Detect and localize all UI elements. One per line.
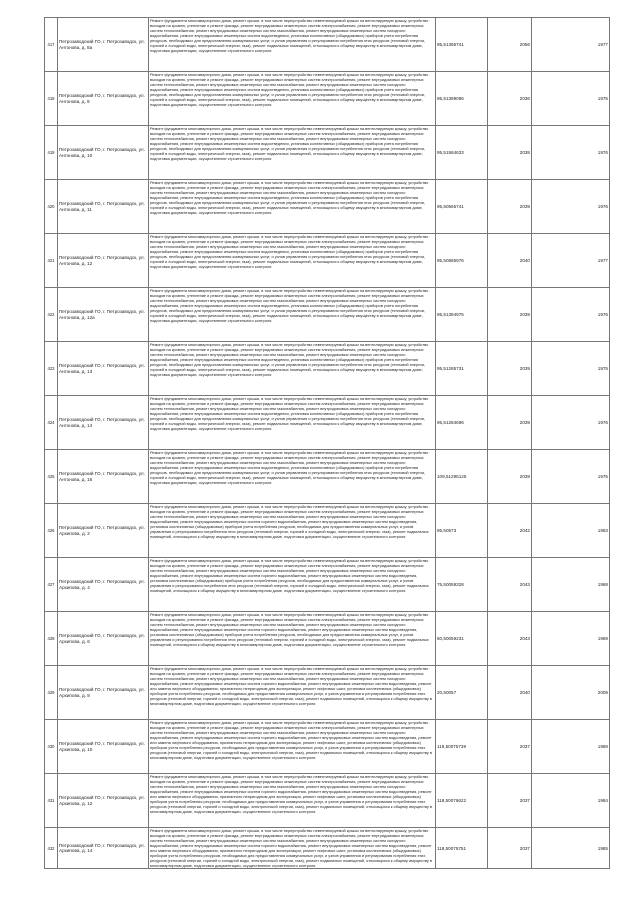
value-cell: 109,51295125 [436,450,488,504]
works-cell [149,180,436,234]
row-number: 421 [45,234,58,288]
value-cell: 95,51399095 [436,72,488,126]
value-cell: 95,51584633 [436,126,488,180]
address-cell: Петрозаводский ГО, г. Петрозаводск, ул. Архипова, д. 4 [58,558,149,612]
address-cell: Петрозаводский ГО, г. Петрозаводск, ул. Антонова, д. 11 [58,180,149,234]
value-cell: 95,51394975 [436,288,488,342]
works-cell [149,558,436,612]
build-year-cell: 1976 [532,288,610,342]
value-cell: 95,50565741 [436,180,488,234]
works-cell [149,72,436,126]
address-cell: Петрозаводский ГО, г. Петрозаводск, ул. Антонова, д. 8а [58,18,149,72]
works-cell [149,828,436,869]
row-number: 424 [45,396,58,450]
works-text: Ремонт фундамента многоквартирного дома, ремонт крыши, в том числе переустройство невентилируемой крыши на вентилируемую крышу, устройство выходов на кровлю, утепление и ремонт фасада, ремонт внутридомовых инженерных систем электроснабжения, ремонт внутридомовых инженерных систем теплоснабжения, ремонт внутридомовых инженерных систем газоснабжения, ремонт внутридомовых инженерных систем холодного водоснабжения, ремонт внутридомовых инженерных систем водоотведения, установка коллективных (общедомовых) приборов учета потребления ресурсов, необходимых для предоставления коммунальных услуг, и узлов управления и регулирования потребления этих ресурсов (тепловой энергии, горячей и холодной воды, электрической энергии, газа), ремонт подвальных помещений, относящихся к общему имуществу в многоквартирном доме, подготовка документации, осуществление строительного контроля [150,18,429,54]
planned-year-cell: 2039 [488,450,532,504]
build-year-cell: 1963 [532,504,610,558]
address-cell: Петрозаводский ГО, г. Петрозаводск, ул. Антонова, д. 16 [58,450,149,504]
build-year-cell: 1976 [532,126,610,180]
value-cell: 95,51395741 [436,18,488,72]
planned-year-cell: 2039 [488,342,532,396]
build-year-cell: 1975 [532,72,610,126]
value-cell: 118,50075739 [436,720,488,774]
planned-year-cell: 2043 [488,612,532,666]
build-year-cell: 1984 [532,774,610,828]
table-body [45,18,610,869]
value-cell: 95,50685976 [436,234,488,288]
row-number: 432 [45,828,58,869]
row-number: 429 [45,666,58,720]
works-cell [149,450,436,504]
works-text: Ремонт фундамента многоквартирного дома, ремонт крыши, в том числе переустройство невентилируемой крыши на вентилируемую крышу, устройство выходов на кровлю, утепление и ремонт фасада, ремонт внутридомовых инженерных систем электроснабжения, ремонт внутридомовых инженерных систем теплоснабжения, ремонт внутридомовых инженерных систем газоснабжения, ремонт внутридомовых инженерных систем холодного водоснабжения, ремонт внутридомовых инженерных систем водоотведения, установка коллективных (общедомовых) приборов учета потребления ресурсов, необходимых для предоставления коммунальных услуг, и узлов управления и регулирования потребления этих ресурсов (тепловой энергии, горячей и холодной воды, электрической энергии, газа), ремонт подвальных помещений, относящихся к общему имуществу в многоквартирном доме, подготовка документации, осуществление строительного контроля [150,342,429,378]
address-cell: Петрозаводский ГО, г. Петрозаводск, ул. Антонова, д. 12 [58,234,149,288]
works-cell [149,666,436,720]
address-cell: Петрозаводский ГО, г. Петрозаводск, ул. Архипова, д. 10 [58,720,149,774]
works-cell [149,774,436,828]
address-cell: Петрозаводский ГО, г. Петрозаводск, ул. Антонова, д. 14 [58,396,149,450]
works-cell [149,720,436,774]
planned-year-cell: 2037 [488,828,532,869]
works-text: Ремонт фундамента многоквартирного дома, ремонт крыши, в том числе переустройство невентилируемой крыши на вентилируемую крышу, устройство выходов на кровлю, утепление и ремонт фасада, ремонт внутридомовых инженерных систем электроснабжения, ремонт внутридомовых инженерных систем теплоснабжения, ремонт внутридомовых инженерных систем газоснабжения, ремонт внутридомовых инженерных систем холодного водоснабжения, ремонт внутридомовых инженерных систем водоотведения, установка коллективных (общедомовых) приборов учета потребления ресурсов, необходимых для предоставления коммунальных услуг, и узлов управления и регулирования потребления этих ресурсов (тепловой энергии, горячей и холодной воды, электрической энергии, газа), ремонт подвальных помещений, относящихся к общему имуществу в многоквартирном доме, подготовка документации, осуществление строительного контроля [150,396,429,432]
table-row [45,720,610,774]
row-number: 417 [45,18,58,72]
build-year-cell: 1976 [532,180,610,234]
planned-year-cell: 2037 [488,720,532,774]
build-year-cell: 1968 [532,558,610,612]
build-year-cell: 1985 [532,828,610,869]
build-year-cell: 1977 [532,18,610,72]
works-text: Ремонт фундамента многоквартирного дома, ремонт крыши, в том числе переустройство невентилируемой крыши на вентилируемую крышу, устройство выходов на кровлю, утепление и ремонт фасада, ремонт внутридомовых инженерных систем электроснабжения, ремонт внутридомовых инженерных систем теплоснабжения, ремонт внутридомовых инженерных систем газоснабжения, ремонт внутридомовых инженерных систем холодного водоснабжения, ремонт внутридомовых инженерных систем горячего водоснабжения, ремонт внутридомовых инженерных систем водоотведения, ремонт или замена лифтового оборудования, признанного непригодным для эксплуатации, ремонт лифтовых шахт, установка коллективных (общедомовых) приборов учета потребления ресурсов, необходимых для предоставления коммунальных услуг, и узлов управления и регулирования потребления этих ресурсов (тепловой энергии, горячей и холодной воды, электрической энергии, газа), ремонт подвальных помещений, относящихся к общему имуществу в многоквартирном доме, подготовка документации, осуществление строительного контроля [150,720,432,761]
table-row [45,288,610,342]
planned-year-cell: 2042 [488,504,532,558]
works-cell [149,612,436,666]
works-text: Ремонт фундамента многоквартирного дома, ремонт крыши, в том числе переустройство невентилируемой крыши на вентилируемую крышу, устройство выходов на кровлю, утепление и ремонт фасада, ремонт внутридомовых инженерных систем электроснабжения, ремонт внутридомовых инженерных систем теплоснабжения, ремонт внутридомовых инженерных систем газоснабжения, ремонт внутридомовых инженерных систем холодного водоснабжения, ремонт внутридомовых инженерных систем горячего водоснабжения, ремонт внутридомовых инженерных систем водоотведения, ремонт или замена лифтового оборудования, признанного непригодным для эксплуатации, ремонт лифтовых шахт, установка коллективных (общедомовых) приборов учета потребления ресурсов, необходимых для предоставления коммунальных услуг, и узлов управления и регулирования потребления этих ресурсов (тепловой энергии, горячей и холодной воды, электрической энергии, газа), ремонт подвальных помещений, относящихся к общему имуществу в многоквартирном доме, подготовка документации, осуществление строительного контроля [150,774,432,815]
works-cell [149,288,436,342]
address-cell: Петрозаводский ГО, г. Петрозаводск, ул. Архипова, д. 6 [58,612,149,666]
row-number: 427 [45,558,58,612]
works-text: Ремонт фундамента многоквартирного дома, ремонт крыши, в том числе переустройство невентилируемой крыши на вентилируемую крышу, устройство выходов на кровлю, утепление и ремонт фасада, ремонт внутридомовых инженерных систем электроснабжения, ремонт внутридомовых инженерных систем теплоснабжения, ремонт внутридомовых инженерных систем газоснабжения, ремонт внутридомовых инженерных систем холодного водоснабжения, ремонт внутридомовых инженерных систем водоотведения, установка коллективных (общедомовых) приборов учета потребления ресурсов, необходимых для предоставления коммунальных услуг, и узлов управления и регулирования потребления этих ресурсов (тепловой энергии, горячей и холодной воды, электрической энергии, газа), ремонт подвальных помещений, относящихся к общему имуществу в многоквартирном доме, подготовка документации, осуществление строительного контроля [150,180,429,216]
planned-year-cell: 2036 [488,72,532,126]
works-text: Ремонт фундамента многоквартирного дома, ремонт крыши, в том числе переустройство невентилируемой крыши на вентилируемую крышу, устройство выходов на кровлю, утепление и ремонт фасада, ремонт внутридомовых инженерных систем электроснабжения, ремонт внутридомовых инженерных систем теплоснабжения, ремонт внутридомовых инженерных систем газоснабжения, ремонт внутридомовых инженерных систем холодного водоснабжения, ремонт внутридомовых инженерных систем горячего водоснабжения, ремонт внутридомовых инженерных систем водоотведения, установка коллективных (общедомовых) приборов учета потребления ресурсов, необходимых для предоставления коммунальных услуг, и узлов управления и регулирования потребления этих ресурсов (тепловой энергии, горячей и холодной воды, электрической энергии, газа), ремонт подвальных помещений, относящихся к общему имуществу в многоквартирном доме, подготовка документации, осуществление строительного контроля [150,504,429,540]
value-cell: 50,50059231 [436,612,488,666]
row-number: 431 [45,774,58,828]
value-cell: 118,50076622 [436,774,488,828]
address-cell: Петрозаводский ГО, г. Петрозаводск, ул. Антонова, д. 10 [58,126,149,180]
table-row [45,828,610,869]
value-cell: 118,50075751 [436,828,488,869]
row-number: 422 [45,288,58,342]
address-cell: Петрозаводский ГО, г. Петрозаводск, ул. Архипова, д. 2 [58,504,149,558]
row-number: 420 [45,180,58,234]
build-year-cell: 1988 [532,720,610,774]
value-cell: 95,51285731 [436,342,488,396]
table-row [45,558,610,612]
address-cell: Петрозаводский ГО, г. Петрозаводск, ул. Антонова, д. 12а [58,288,149,342]
works-cell [149,234,436,288]
planned-year-cell: 2037 [488,774,532,828]
planned-year-cell: 2056 [488,18,532,72]
value-cell: 95,51284696 [436,396,488,450]
table-row [45,72,610,126]
table-row [45,126,610,180]
row-number: 426 [45,504,58,558]
planned-year-cell: 2039 [488,180,532,234]
works-text: Ремонт фундамента многоквартирного дома, ремонт крыши, в том числе переустройство невентилируемой крыши на вентилируемую крышу, устройство выходов на кровлю, утепление и ремонт фасада, ремонт внутридомовых инженерных систем электроснабжения, ремонт внутридомовых инженерных систем теплоснабжения, ремонт внутридомовых инженерных систем газоснабжения, ремонт внутридомовых инженерных систем холодного водоснабжения, ремонт внутридомовых инженерных систем горячего водоснабжения, ремонт внутридомовых инженерных систем водоотведения, установка коллективных (общедомовых) приборов учета потребления ресурсов, необходимых для предоставления коммунальных услуг, и узлов управления и регулирования потребления этих ресурсов (тепловой энергии, горячей и холодной воды, электрической энергии, газа), ремонт подвальных помещений, относящихся к общему имуществу в многоквартирном доме, подготовка документации, осуществление строительного контроля [150,612,429,648]
planned-year-cell: 2040 [488,234,532,288]
row-number: 418 [45,72,58,126]
value-cell: 20,50057 [436,666,488,720]
table-row [45,342,610,396]
planned-year-cell: 2043 [488,558,532,612]
address-cell: Петрозаводский ГО, г. Петрозаводск, ул. Архипова, д. 14 [58,828,149,869]
planned-year-cell: 2038 [488,126,532,180]
repair-program-table [44,17,610,869]
table-row [45,774,610,828]
row-number: 428 [45,612,58,666]
build-year-cell: 2009 [532,666,610,720]
works-text: Ремонт фундамента многоквартирного дома, ремонт крыши, в том числе переустройство невентилируемой крыши на вентилируемую крышу, устройство выходов на кровлю, утепление и ремонт фасада, ремонт внутридомовых инженерных систем электроснабжения, ремонт внутридомовых инженерных систем теплоснабжения, ремонт внутридомовых инженерных систем газоснабжения, ремонт внутридомовых инженерных систем холодного водоснабжения, ремонт внутридомовых инженерных систем водоотведения, установка коллективных (общедомовых) приборов учета потребления ресурсов, необходимых для предоставления коммунальных услуг, и узлов управления и регулирования потребления этих ресурсов (тепловой энергии, горячей и холодной воды, электрической энергии, газа), ремонт подвальных помещений, относящихся к общему имуществу в многоквартирном доме, подготовка документации, осуществление строительного контроля [150,288,429,324]
build-year-cell: 1975 [532,450,610,504]
value-cell: 95,50573 [436,504,488,558]
table-row [45,450,610,504]
table-row [45,180,610,234]
planned-year-cell: 2040 [488,666,532,720]
address-cell: Петрозаводский ГО, г. Петрозаводск, ул. Антонова, д. 13 [58,342,149,396]
works-text: Ремонт фундамента многоквартирного дома, ремонт крыши, в том числе переустройство невентилируемой крыши на вентилируемую крышу, устройство выходов на кровлю, утепление и ремонт фасада, ремонт внутридомовых инженерных систем электроснабжения, ремонт внутридомовых инженерных систем теплоснабжения, ремонт внутридомовых инженерных систем газоснабжения, ремонт внутридомовых инженерных систем холодного водоснабжения, ремонт внутридомовых инженерных систем горячего водоснабжения, ремонт внутридомовых инженерных систем водоотведения, ремонт или замена лифтового оборудования, признанного непригодным для эксплуатации, ремонт лифтовых шахт, установка коллективных (общедомовых) приборов учета потребления ресурсов, необходимых для предоставления коммунальных услуг, и узлов управления и регулирования потребления этих ресурсов (тепловой энергии, горячей и холодной воды, электрической энергии, газа), ремонт подвальных помещений, относящихся к общему имуществу в многоквартирном доме, подготовка документации, осуществление строительного контроля [150,666,432,707]
works-text: Ремонт фундамента многоквартирного дома, ремонт крыши, в том числе переустройство невентилируемой крыши на вентилируемую крышу, устройство выходов на кровлю, утепление и ремонт фасада, ремонт внутридомовых инженерных систем электроснабжения, ремонт внутридомовых инженерных систем теплоснабжения, ремонт внутридомовых инженерных систем газоснабжения, ремонт внутридомовых инженерных систем холодного водоснабжения, ремонт внутридомовых инженерных систем водоотведения, установка коллективных (общедомовых) приборов учета потребления ресурсов, необходимых для предоставления коммунальных услуг, и узлов управления и регулирования потребления этих ресурсов (тепловой энергии, горячей и холодной воды, электрической энергии, газа), ремонт подвальных помещений, относящихся к общему имуществу в многоквартирном доме, подготовка документации, осуществление строительного контроля [150,72,429,108]
address-cell: Петрозаводский ГО, г. Петрозаводск, ул. Архипова, д. 12 [58,774,149,828]
table-row [45,504,610,558]
build-year-cell: 1969 [532,612,610,666]
planned-year-cell: 2039 [488,396,532,450]
works-text: Ремонт фундамента многоквартирного дома, ремонт крыши, в том числе переустройство невентилируемой крыши на вентилируемую крышу, устройство выходов на кровлю, утепление и ремонт фасада, ремонт внутридомовых инженерных систем электроснабжения, ремонт внутридомовых инженерных систем теплоснабжения, ремонт внутридомовых инженерных систем газоснабжения, ремонт внутридомовых инженерных систем холодного водоснабжения, ремонт внутридомовых инженерных систем водоотведения, установка коллективных (общедомовых) приборов учета потребления ресурсов, необходимых для предоставления коммунальных услуг, и узлов управления и регулирования потребления этих ресурсов (тепловой энергии, горячей и холодной воды, электрической энергии, газа), ремонт подвальных помещений, относящихся к общему имуществу в многоквартирном доме, подготовка документации, осуществление строительного контроля [150,234,429,270]
table-row [45,666,610,720]
value-cell: 75,50059328 [436,558,488,612]
table-row [45,612,610,666]
build-year-cell: 1975 [532,342,610,396]
works-text: Ремонт фундамента многоквартирного дома, ремонт крыши, в том числе переустройство невентилируемой крыши на вентилируемую крышу, устройство выходов на кровлю, утепление и ремонт фасада, ремонт внутридомовых инженерных систем электроснабжения, ремонт внутридомовых инженерных систем теплоснабжения, ремонт внутридомовых инженерных систем газоснабжения, ремонт внутридомовых инженерных систем холодного водоснабжения, ремонт внутридомовых инженерных систем горячего водоснабжения, ремонт внутридомовых инженерных систем водоотведения, установка коллективных (общедомовых) приборов учета потребления ресурсов, необходимых для предоставления коммунальных услуг, и узлов управления и регулирования потребления этих ресурсов (тепловой энергии, горячей и холодной воды, электрической энергии, газа), ремонт подвальных помещений, относящихся к общему имуществу в многоквартирном доме, подготовка документации, осуществление строительного контроля [150,558,429,594]
works-cell [149,126,436,180]
table-row [45,396,610,450]
works-text: Ремонт фундамента многоквартирного дома, ремонт крыши, в том числе переустройство невентилируемой крыши на вентилируемую крышу, устройство выходов на кровлю, утепление и ремонт фасада, ремонт внутридомовых инженерных систем электроснабжения, ремонт внутридомовых инженерных систем теплоснабжения, ремонт внутридомовых инженерных систем газоснабжения, ремонт внутридомовых инженерных систем холодного водоснабжения, ремонт внутридомовых инженерных систем горячего водоснабжения, ремонт внутридомовых инженерных систем водоотведения, ремонт или замена лифтового оборудования, признанного непригодным для эксплуатации, ремонт лифтовых шахт, установка коллективных (общедомовых) приборов учета потребления ресурсов, необходимых для предоставления коммунальных услуг, и узлов управления и регулирования потребления этих ресурсов (тепловой энергии, горячей и холодной воды, электрической энергии, газа), ремонт подвальных помещений, относящихся к общему имуществу в многоквартирном доме, подготовка документации, осуществление строительного контроля [150,828,432,869]
row-number: 419 [45,126,58,180]
build-year-cell: 1976 [532,396,610,450]
address-cell: Петрозаводский ГО, г. Петрозаводск, ул. Антонова, д. 9 [58,72,149,126]
works-text: Ремонт фундамента многоквартирного дома, ремонт крыши, в том числе переустройство невентилируемой крыши на вентилируемую крышу, устройство выходов на кровлю, утепление и ремонт фасада, ремонт внутридомовых инженерных систем электроснабжения, ремонт внутридомовых инженерных систем теплоснабжения, ремонт внутридомовых инженерных систем газоснабжения, ремонт внутридомовых инженерных систем холодного водоснабжения, ремонт внутридомовых инженерных систем водоотведения, установка коллективных (общедомовых) приборов учета потребления ресурсов, необходимых для предоставления коммунальных услуг, и узлов управления и регулирования потребления этих ресурсов (тепловой энергии, горячей и холодной воды, электрической энергии, газа), ремонт подвальных помещений, относящихся к общему имуществу в многоквартирном доме, подготовка документации, осуществление строительного контроля [150,450,429,486]
works-text: Ремонт фундамента многоквартирного дома, ремонт крыши, в том числе переустройство невентилируемой крыши на вентилируемую крышу, устройство выходов на кровлю, утепление и ремонт фасада, ремонт внутридомовых инженерных систем электроснабжения, ремонт внутридомовых инженерных систем теплоснабжения, ремонт внутридомовых инженерных систем газоснабжения, ремонт внутридомовых инженерных систем холодного водоснабжения, ремонт внутридомовых инженерных систем водоотведения, установка коллективных (общедомовых) приборов учета потребления ресурсов, необходимых для предоставления коммунальных услуг, и узлов управления и регулирования потребления этих ресурсов (тепловой энергии, горячей и холодной воды, электрической энергии, газа), ремонт подвальных помещений, относящихся к общему имуществу в многоквартирном доме, подготовка документации, осуществление строительного контроля [150,126,429,162]
table-row [45,234,610,288]
works-cell [149,18,436,72]
address-cell: Петрозаводский ГО, г. Петрозаводск, ул. Архипова, д. 8 [58,666,149,720]
row-number: 423 [45,342,58,396]
works-cell [149,342,436,396]
planned-year-cell: 2039 [488,288,532,342]
works-cell [149,504,436,558]
row-number: 425 [45,450,58,504]
build-year-cell: 1977 [532,234,610,288]
document-page [44,17,608,869]
table-row [45,18,610,72]
works-cell [149,396,436,450]
row-number: 430 [45,720,58,774]
